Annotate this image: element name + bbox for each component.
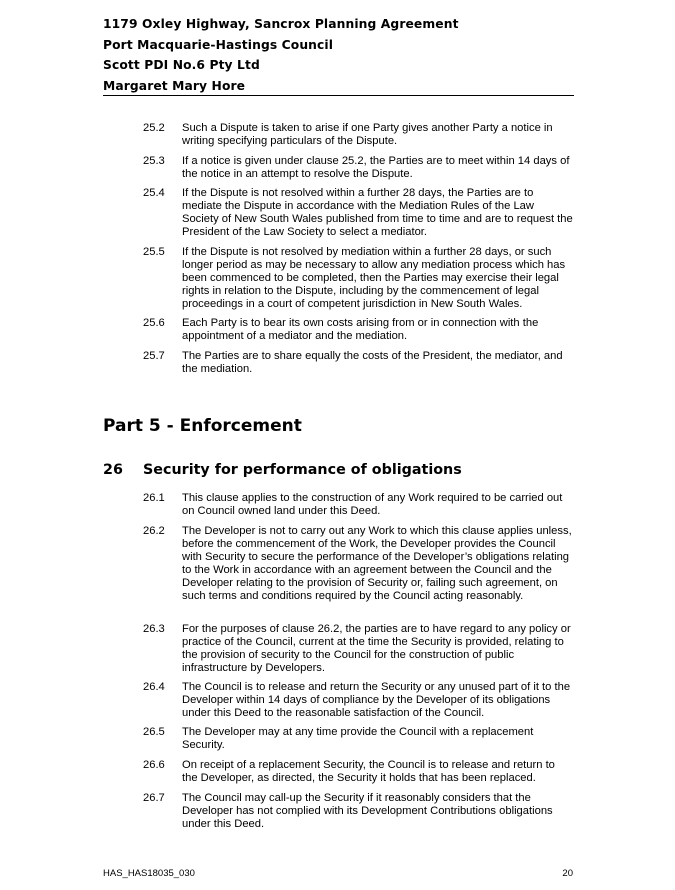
clause-26-4	[143, 681, 573, 720]
clause-text: The Council is to release and return the Security or any unused part of it to the Developer within 14 days of compliance by the Developer of its obligations under this Deed to the reasonable satisfaction of the Council.	[182, 681, 571, 719]
document-reference: HAS_HAS18035_030	[103, 868, 195, 879]
clause-number: 26.1	[143, 492, 165, 504]
clause-number: 26.4	[143, 681, 165, 693]
clause-text: Such a Dispute is taken to arise if one Party gives another Party a notice in writing specifying particulars of the Dispute.	[182, 122, 553, 147]
clause-text: If the Dispute is not resolved by mediation within a further 28 days, or such longer period as may be necessary to allow any mediation process which has been commenced to be completed, then the Parties may exercise their legal rights in relation to the Dispute, including by the commencement of legal proceedings in a court of competent jurisdiction in New South Wales.	[182, 246, 566, 310]
clause-25-2	[143, 122, 573, 148]
clause-number: 26.6	[143, 759, 165, 771]
clause-number: 26.5	[143, 726, 165, 738]
document-header	[103, 14, 573, 96]
clause-number: 25.3	[143, 155, 165, 167]
clause-26-6	[143, 759, 573, 785]
clause-number: 25.7	[143, 350, 165, 362]
clause-text: For the purposes of clause 26.2, the parties are to have regard to any policy or practice of the Council, current at the time the Security is provided, relating to the provision of security to the Council for the construction of public infrastructure by Developers.	[182, 623, 571, 674]
clause-number: 25.4	[143, 187, 165, 199]
clause-text: The Parties are to share equally the costs of the President, the mediator, and the mediation.	[182, 350, 563, 375]
clause-25-6	[143, 317, 573, 343]
clause-number: 25.6	[143, 317, 165, 329]
clause-text: Each Party is to bear its own costs arising from or in connection with the appointment of a mediator and the mediation.	[182, 317, 539, 342]
clause-text: On receipt of a replacement Security, the Council is to release and return to the Developer, as directed, the Security it holds that has been replaced.	[182, 759, 555, 784]
page-number: 20	[562, 868, 573, 879]
header-party-developer: Scott PDI No.6 Pty Ltd	[103, 58, 260, 72]
section-title: Security for performance of obligations	[143, 462, 462, 478]
header-title: 1179 Oxley Highway, Sancrox Planning Agreement	[103, 17, 459, 31]
clause-25-3	[143, 155, 573, 181]
clause-text: The Developer may at any time provide the Council with a replacement Security.	[182, 726, 534, 751]
clause-26-1	[143, 492, 573, 518]
clause-text: The Council may call-up the Security if it reasonably considers that the Developer has not complied with its Development Contributions obligations under this Deed.	[182, 792, 553, 830]
clause-text: If the Dispute is not resolved within a further 28 days, the Parties are to mediate the Dispute in accordance with the Mediation Rules of the Law Society of New South Wales published from time to time and are to request the President of the Law Society to select a mediator.	[182, 187, 573, 238]
clause-number: 26.2	[143, 525, 165, 537]
clause-26-3	[143, 623, 573, 675]
clause-text: The Developer is not to carry out any Work to which this clause applies unless, before the commencement of the Work, the Developer provides the Council with Security to secure the performance of the Developer’s obligations relating to the Work in accordance with an agreement between the Council and the Developer relating to the provision of Security or, failing such agreement, on such terms and conditions required by the Council acting reasonably.	[182, 525, 572, 602]
header-party-council: Port Macquarie-Hastings Council	[103, 37, 334, 52]
clause-number: 25.5	[143, 246, 165, 258]
clause-number: 25.2	[143, 122, 165, 134]
clause-26-5	[143, 726, 573, 752]
header-party-landowner: Margaret Mary Hore	[103, 78, 246, 93]
clause-25-4	[143, 187, 573, 239]
clause-26-2	[143, 525, 573, 603]
clause-number: 26.7	[143, 792, 165, 804]
clause-text: This clause applies to the construction of any Work required to be carried out on Council owned land under this Deed.	[182, 492, 563, 517]
clause-25-7	[143, 350, 573, 376]
part-heading: Part 5 - Enforcement	[103, 416, 302, 436]
section-number: 26	[103, 462, 123, 478]
clause-number: 26.3	[143, 623, 165, 635]
header-divider	[103, 95, 574, 96]
clause-text: If a notice is given under clause 25.2, the Parties are to meet within 14 days of the notice in an attempt to resolve the Dispute.	[182, 155, 570, 180]
clause-25-5	[143, 246, 573, 311]
clause-26-7	[143, 792, 573, 831]
